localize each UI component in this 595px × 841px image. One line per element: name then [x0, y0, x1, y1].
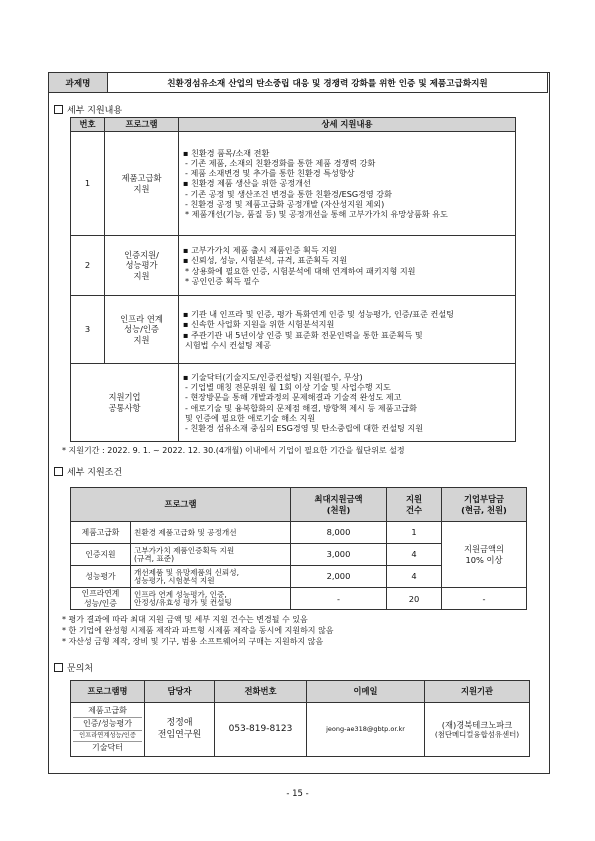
detail-item: ▪ 친환경 품목/소재 전환: [183, 148, 511, 158]
contact-header-program: 프로그램명: [71, 681, 145, 703]
detail-row: [71, 364, 516, 442]
detail-item: ▪ 신뢰성, 성능, 시험분석, 규격, 표준획득 지원: [183, 255, 511, 265]
section-heading-text: 세부 지원조건: [67, 468, 123, 478]
detail-items: [179, 364, 516, 442]
cond-header-program: 프로그램: [71, 488, 291, 522]
program-name: 제품고급화 지원: [105, 132, 179, 236]
detail-row: [71, 296, 516, 364]
condition-note: * 자산성 금형 제작, 장비 및 기구, 범용 소프트웨어의 구매는 지원하지 않음: [62, 636, 324, 646]
project-title-bar: [48, 72, 548, 93]
detail-item: ▪ 주관기관 내 5년이상 인증 및 표준화 전문인력을 통한 표준획득 및: [183, 330, 511, 340]
condition-row: [71, 522, 527, 544]
condition-count: 1: [387, 522, 442, 544]
checkbox-icon: [54, 467, 63, 476]
section-heading-details: [54, 103, 122, 116]
detail-item: 시험법 수시 컨설팅 제공: [185, 339, 271, 350]
condition-share: 지원금액의 10% 이상: [442, 522, 527, 588]
section-heading-contact: [54, 661, 93, 674]
condition-notes: [62, 615, 334, 647]
program-name: 인증지원/ 성능평가 지원: [105, 236, 179, 296]
page-number: - 15 -: [286, 789, 309, 799]
row-number: 1: [71, 132, 105, 236]
condition-share: -: [442, 588, 527, 610]
cond-header-count: 지원 건수: [387, 488, 442, 522]
contact-table: [70, 680, 530, 757]
contact-email[interactable]: jeong-ae318@gbtp.or.kr: [307, 703, 425, 757]
project-title-value: 친환경섬유소재 산업의 탄소중립 대응 및 경쟁력 강화를 위한 인증 및 제품고급화지원: [167, 78, 488, 89]
condition-note: * 한 기업에 완성형 시제품 제작과 파트형 시제품 제작을 동시에 지원하지 않음: [62, 625, 334, 635]
condition-max-amount: 2,000: [291, 566, 387, 588]
detail-item: * 공인인증 획득 필수: [185, 275, 260, 286]
contact-programs: 제품고급화 인증/성능평가 인프라연계성능/인증 기술닥터: [71, 703, 145, 757]
project-title-label: 과제명: [49, 73, 108, 92]
detail-items: [179, 296, 516, 364]
detail-item: ▪ 신속한 사업화 지원을 위한 시험분석지원: [183, 319, 511, 329]
contact-header-person: 담당자: [145, 681, 215, 703]
detail-support-table: [70, 117, 516, 442]
detail-item: ▪ 기관 내 인프라 및 인증, 평가 특화연계 인증 및 성능평가, 인증/표준 컨설팅: [183, 309, 511, 319]
support-period-note: * 지원기간 : 2022. 9. 1. ~ 2022. 12. 30.(4개월) 이내에서 기업이 필요한 기간을 월단위로 설정: [62, 446, 405, 455]
contact-header-phone: 전화번호: [215, 681, 307, 703]
section-heading-text: 문의처: [67, 664, 94, 674]
row-number: 2: [71, 236, 105, 296]
cond-header-share: 기업부담금 (현금, 천원): [442, 488, 527, 522]
condition-row: [71, 588, 527, 610]
header-program: 프로그램: [105, 118, 179, 132]
detail-item: - 친환경 공정 및 제품고급화 공정개발 (자산성지원 제외): [185, 198, 385, 209]
detail-row: [71, 132, 516, 236]
contact-header-email: 이메일: [307, 681, 425, 703]
condition-count: 4: [387, 544, 442, 566]
detail-item: - 기존 제품, 소재의 친환경화를 통한 제품 경쟁력 강화: [185, 158, 376, 169]
condition-category: 인증지원: [71, 544, 131, 566]
condition-count: 20: [387, 588, 442, 610]
detail-item: * 상용화에 필요한 인증, 시험분석에 대해 연계하여 패키지형 지원: [185, 265, 416, 276]
detail-item: - 기업별 매칭 전문위원 월 1회 이상 기술 및 사업수행 지도: [185, 382, 391, 393]
detail-item: ▪ 기술닥터(기술지도/인증컨설팅) 지원(필수, 무상): [183, 372, 511, 382]
contact-header-org: 지원기관: [425, 681, 530, 703]
detail-item: - 기존 공정 및 생산조건 변경을 통한 친환경/ESG경영 강화: [185, 188, 392, 199]
condition-description: 인프라 연계 성능평가, 인증, 안정성/유효성 평가 및 컨설팅: [131, 588, 291, 610]
checkbox-icon: [54, 105, 63, 114]
condition-category: 성능평가: [71, 566, 131, 588]
condition-description: 고부가가치 제품인증획득 지원 (규격, 표준): [131, 544, 291, 566]
row-number: 3: [71, 296, 105, 364]
condition-description: 개선제품 및 유망제품의 신뢰성, 성능평가, 시험분석 지원: [131, 566, 291, 588]
checkbox-icon: [54, 663, 63, 672]
section-heading-conditions: [54, 465, 122, 478]
detail-item: ▪ 고부가가치 제품 출시 제품인증 획득 지원: [183, 245, 511, 255]
detail-item: - 애로기술 및 융복합화의 문제점 해결, 방향책 제시 등 제품고급화: [185, 402, 417, 413]
condition-count: 4: [387, 566, 442, 588]
section-heading-text: 세부 지원내용: [67, 106, 123, 116]
detail-item: * 제품개선(기능, 품질 등) 및 공정개선을 통해 고부가가치 유망상품화 유도: [185, 208, 448, 219]
detail-items: [179, 132, 516, 236]
header-number: 번호: [71, 118, 105, 132]
detail-item: 및 인증에 필요한 애로기술 해소 지원: [185, 412, 316, 423]
condition-description: 친환경 제품고급화 및 공정개선: [131, 522, 291, 544]
support-conditions-table: [70, 487, 527, 610]
detail-item: - 제품 소재변경 및 추가를 통한 친환경 특성향상: [185, 168, 355, 179]
contact-person: 정정애 전임연구원: [145, 703, 215, 757]
condition-category: 인프라연계 성능/인증: [71, 588, 131, 610]
contact-phone: 053-819-8123: [215, 703, 307, 757]
program-name: 인프라 연계 성능/인증 지원: [105, 296, 179, 364]
detail-item: - 현장방문을 통해 개발과정의 문제해결과 기술적 완성도 제고: [185, 392, 402, 403]
condition-max-amount: 3,000: [291, 544, 387, 566]
condition-max-amount: 8,000: [291, 522, 387, 544]
header-detail: 상세 지원내용: [179, 118, 516, 132]
cond-header-max: 최대지원금액 (천원): [291, 488, 387, 522]
condition-max-amount: -: [291, 588, 387, 610]
program-name: 지원기업 공통사항: [71, 364, 179, 442]
detail-item: - 친환경 섬유소재 중심의 ESG경영 및 탄소중립에 대한 컨설팅 지원: [185, 422, 424, 433]
detail-item: ▪ 친환경 제품 생산을 위한 공정개선: [183, 178, 511, 188]
detail-row: [71, 236, 516, 296]
contact-org: (재)경북테크노파크 (첨단메디컬융합섬유센터): [425, 703, 530, 757]
detail-items: [179, 236, 516, 296]
condition-category: 제품고급화: [71, 522, 131, 544]
condition-note: * 평가 결과에 따라 최대 지원 금액 및 세부 지원 건수는 변경될 수 있음: [62, 615, 308, 624]
